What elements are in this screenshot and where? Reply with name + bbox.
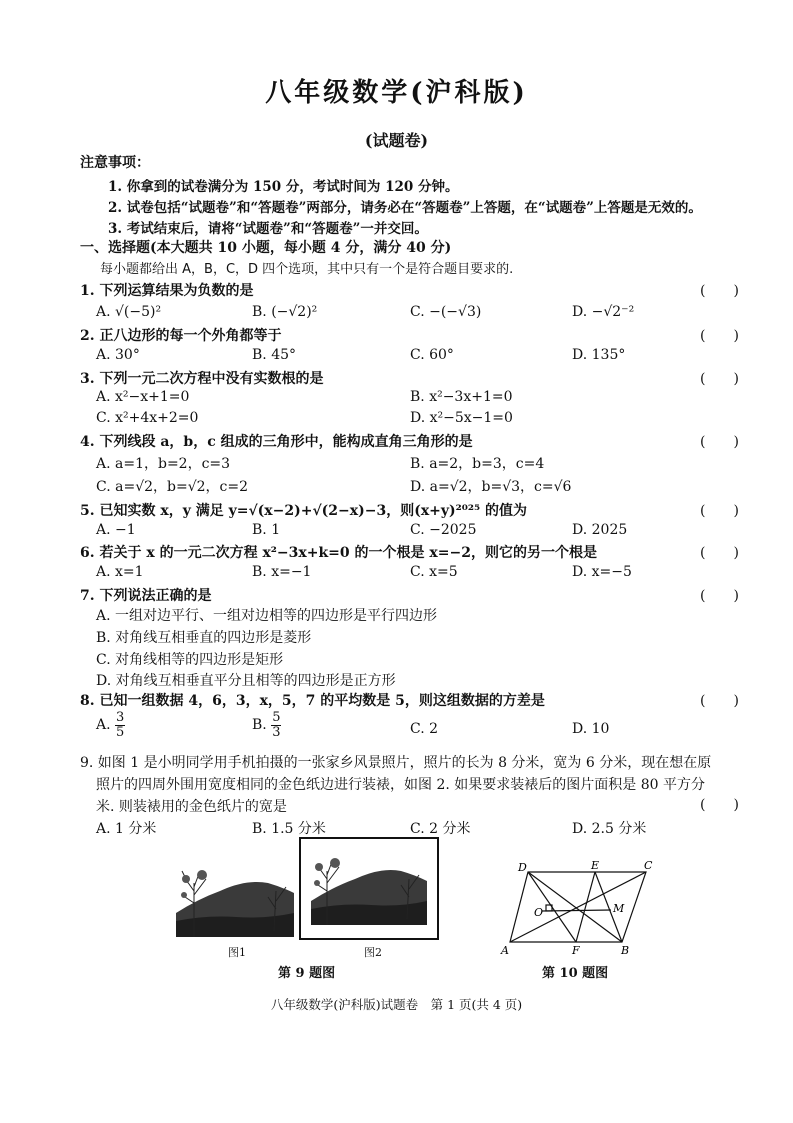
option-b-label: B. [252,717,267,734]
question-stem: 6. 若关于 x 的一元二次方程 x²−3x+k=0 的一个根是 x=−2，则它的另一个根是 [80,545,597,561]
option-c: C. 60° [410,347,454,363]
option-c: C. a=√2，b=√2，c=2 [96,479,249,495]
question-stem-line: 米. 则装裱用的金色纸片的宽是 [96,799,287,815]
label-b: B [621,944,630,957]
option-c: C. −2025 [410,522,477,538]
section-note: 每小题都给出 A，B，C，D 四个选项，其中只有一个是符合题目要求的. [100,262,514,277]
notice-item: 2. 试卷包括“试题卷”和“答题卷”两部分，请务必在“答题卷”上答题，在“试题卷”上答题是无效的。 [108,200,702,216]
option-b: B. x=−1 [252,564,312,580]
label-c: C [644,859,653,872]
question-stem: 2. 正八边形的每一个外角都等于 [80,328,282,344]
option-b: B. 45° [252,347,297,363]
option-d: D. x²−5x−1=0 [410,410,513,426]
option-c: C. −(−√3) [410,304,482,320]
question-stem-line: 9. 如图 1 是小明同学用手机拍摄的一张家乡风景照片，照片的长为 8 分米，宽为 6 分米，现在想在原 [80,755,712,771]
figure-caption: 图1 [228,946,246,959]
option-a: A. 1 分米 [96,821,157,837]
option-a: A. 一组对边平行、一组对边相等的四边形是平行四边形 [96,608,438,624]
option-d: D. 2025 [572,522,628,538]
option-d: D. 2.5 分米 [572,821,647,837]
notice-heading: 注意事项： [80,155,150,171]
option-a: A. x²−x+1=0 [96,389,190,405]
answer-paren: ( ) [700,283,739,299]
option-a: A. a=1，b=2，c=3 [96,456,231,472]
question-stem: 3. 下列一元二次方程中没有实数根的是 [80,371,324,387]
option-c: C. 2 分米 [410,821,471,837]
geometry-diagram [498,856,668,960]
option-b [252,711,281,739]
figure-title: 第 10 题图 [542,966,609,981]
option-b: B. 1.5 分米 [252,821,326,837]
figure-caption: 图2 [364,946,382,959]
figure-title: 第 9 题图 [278,966,336,981]
landscape-photo-figure-1 [176,861,294,937]
option-b: B. x²−3x+1=0 [410,389,513,405]
option-d: D. 10 [572,721,610,737]
option-d: D. 对角线互相垂直平分且相等的四边形是正方形 [96,673,396,689]
parallelogram-diagram [498,856,668,960]
answer-paren: ( ) [700,797,739,813]
option-b: B. 1 [252,522,281,538]
framed-photo-figure-2 [299,837,439,940]
answer-paren: ( ) [700,588,739,604]
answer-paren: ( ) [700,693,739,709]
answer-paren: ( ) [700,545,739,561]
option-c: C. 对角线相等的四边形是矩形 [96,652,284,668]
option-a [96,711,125,739]
label-d: D [518,861,527,874]
option-b: B. a=2，b=3，c=4 [410,456,545,472]
label-f: F [572,944,580,957]
page-title: 八年级数学(沪科版) [265,78,528,108]
fraction-numerator: 5 [272,710,281,725]
answer-paren: ( ) [700,503,739,519]
question-stem: 7. 下列说法正确的是 [80,588,212,604]
option-d: D. −√2⁻² [572,304,635,320]
notice-item: 3. 考试结束后，请将“试题卷”和“答题卷”一并交回。 [108,221,428,237]
option-b: B. 对角线互相垂直的四边形是菱形 [96,630,312,646]
option-a-label: A. [96,717,111,734]
option-a: A. 30° [96,347,140,363]
page-footer: 八年级数学(沪科版)试题卷 第 1 页(共 4 页) [270,997,523,1012]
fraction-numerator: 3 [116,710,125,725]
option-d: D. x=−5 [572,564,632,580]
landscape-photo-image [176,861,294,937]
question-stem: 1. 下列运算结果为负数的是 [80,283,254,299]
question-stem: 4. 下列线段 a，b，c 组成的三角形中，能构成直角三角形的是 [80,434,473,450]
answer-paren: ( ) [700,434,739,450]
fraction [271,711,281,739]
question-stem: 5. 已知实数 x，y 满足 y=√(x−2)+√(2−x)−3，则(x+y)²⁰²⁵ 的值为 [80,503,528,519]
option-b: B. (−√2)² [252,304,318,320]
fraction-denominator: 5 [116,724,125,740]
page-subtitle: (试题卷) [364,131,429,150]
landscape-photo-image [311,851,427,925]
answer-paren: ( ) [700,328,739,344]
section-title: 一、选择题(本大题共 10 小题，每小题 4 分，满分 40 分) [80,240,452,256]
option-d: D. a=√2，b=√3，c=√6 [410,479,572,495]
answer-paren: ( ) [700,371,739,387]
question-stem: 8. 已知一组数据 4，6，3，x，5，7 的平均数是 5，则这组数据的方差是 [80,693,545,709]
notice-item: 1. 你拿到的试卷满分为 150 分，考试时间为 120 分钟。 [108,179,459,195]
label-m: M [613,902,625,915]
option-c: C. x²+4x+2=0 [96,410,199,426]
label-o: O [534,906,544,919]
option-a: A. √(−5)² [96,304,162,320]
option-a: A. −1 [96,522,136,538]
fraction [115,711,125,739]
option-a: A. x=1 [96,564,144,580]
option-c: C. x=5 [410,564,458,580]
fraction-denominator: 3 [272,724,281,740]
option-c: C. 2 [410,721,439,737]
label-a: A [501,944,509,957]
label-e: E [591,859,600,872]
option-d: D. 135° [572,347,626,363]
question-stem-line: 照片的四周外围用宽度相同的金色纸边进行装裱，如图 2. 如果要求装裱后的图片面积是 80 平方分 [96,777,705,793]
